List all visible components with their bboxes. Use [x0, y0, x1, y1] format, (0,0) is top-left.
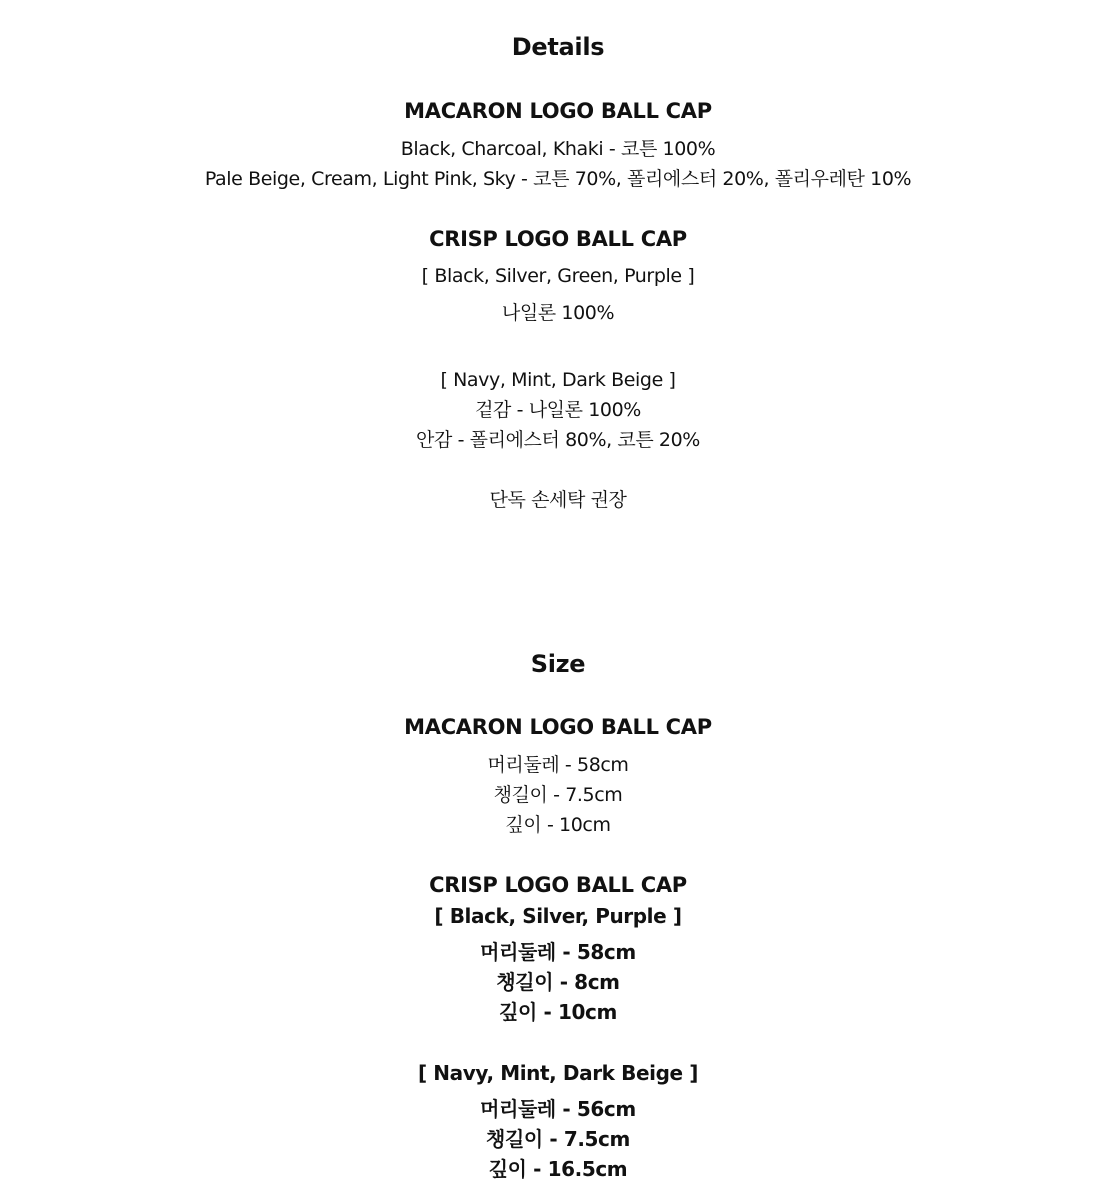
size-macaron-circumference: 머리둘레 - 58cm — [487, 754, 629, 776]
details-macaron-title: MACARON LOGO BALL CAP — [404, 99, 712, 123]
size-crisp-group2-circumference: 머리둘레 - 56cm — [480, 1097, 636, 1121]
details-crisp-group2-colors: [ Navy, Mint, Dark Beige ] — [440, 369, 676, 391]
details-crisp-group1-colors: [ Black, Silver, Green, Purple ] — [421, 265, 695, 287]
size-macaron-depth: 깊이 - 10cm — [505, 814, 611, 836]
size-macaron-brim: 챙길이 - 7.5cm — [493, 784, 623, 806]
size-crisp-group2-depth: 깊이 - 16.5cm — [488, 1157, 628, 1181]
size-heading: Size — [530, 650, 586, 678]
details-crisp-group2-outer: 겉감 - 나일론 100% — [475, 399, 641, 421]
size-crisp-group2-brim: 챙길이 - 7.5cm — [486, 1127, 630, 1151]
size-crisp-group2-colors: [ Navy, Mint, Dark Beige ] — [417, 1061, 698, 1085]
size-crisp-group1-colors: [ Black, Silver, Purple ] — [434, 904, 682, 928]
details-macaron-line-1: Black, Charcoal, Khaki - 코튼 100% — [400, 138, 716, 160]
size-macaron-title: MACARON LOGO BALL CAP — [404, 715, 712, 739]
details-crisp-group2-inner: 안감 - 폴리에스터 80%, 코튼 20% — [416, 429, 700, 451]
details-crisp-group1-material: 나일론 100% — [501, 302, 615, 324]
details-care-note: 단독 손세탁 권장 — [489, 489, 627, 511]
size-crisp-group1-depth: 깊이 - 10cm — [499, 1000, 617, 1024]
details-crisp-title: CRISP LOGO BALL CAP — [429, 227, 687, 251]
size-crisp-group1-circumference: 머리둘레 - 58cm — [480, 940, 636, 964]
size-crisp-title: CRISP LOGO BALL CAP — [429, 873, 687, 897]
size-crisp-group1-brim: 챙길이 - 8cm — [496, 970, 620, 994]
details-heading: Details — [511, 33, 605, 61]
details-macaron-line-2: Pale Beige, Cream, Light Pink, Sky - 코튼 70%, 폴리에스터 20%, 폴리우레탄 10% — [204, 168, 912, 190]
